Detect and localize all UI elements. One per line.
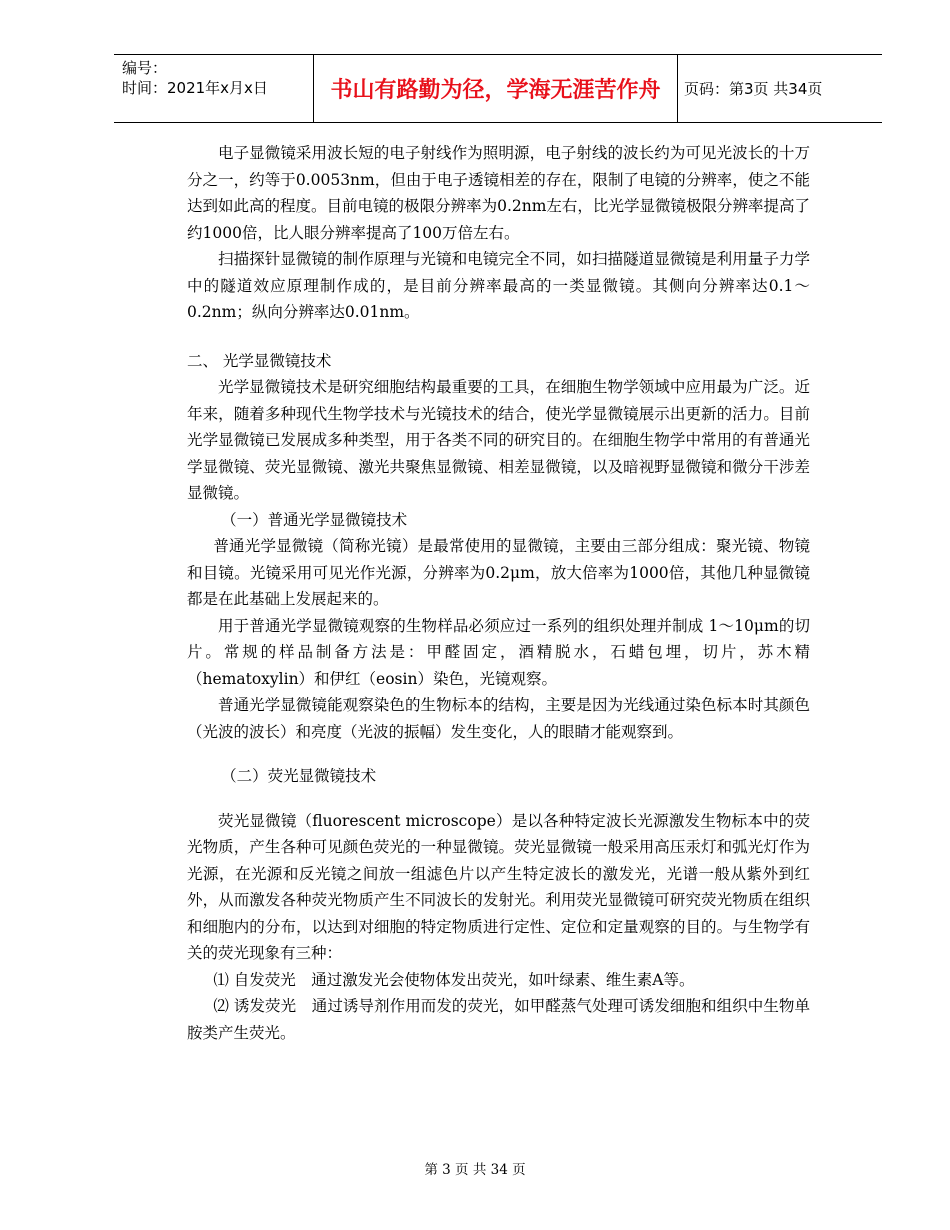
- document-time-label: 时间：2021年x月x日: [122, 79, 268, 97]
- page-header: [114, 54, 882, 123]
- paragraph-ordinary-microscope: 普通光学显微镜（简称光镜）是最常使用的显微镜，主要由三部分组成：聚光镜、物镜和目镜。光镜采用可见光作光源，分辨率为0.2μm，放大倍率为1000倍，其他几种显微镜都是在此基础上发展起来的。: [187, 537, 810, 608]
- section-heading-optical-microscopy: 二、 光学显微镜技术: [187, 351, 332, 370]
- paragraph-electron-microscope: 电子显微镜采用波长短的电子射线作为照明源，电子射线的波长约为可见光波长的十万分之一，约等于0.0053nm，但由于电子透镜相差的存在，限制了电镜的分辨率，使之不能达到如此高的程度。目前电镜的极限分辨率为0.2nm左右，比光学显微镜极限分辨率提高了约1000倍，比人眼分辨率提高了100万倍左右。: [187, 144, 810, 242]
- list-item-autofluorescence: ⑴ 自发荧光 通过激发光会使物体发出荧光，如叶绿素、维生素A等。: [213, 970, 695, 989]
- page-footer: 第 3 页 共 34 页: [424, 1162, 526, 1178]
- list-item-induced-fluorescence: ⑵ 诱发荧光 通过诱导剂作用而发的荧光，如甲醛蒸气处理可诱发细胞和组织中生物单胺类产生荧光。: [187, 997, 810, 1042]
- header-page-number: 页码：第3页 共34页: [684, 80, 823, 98]
- paragraph-sample-preparation: 用于普通光学显微镜观察的生物样品必须应过一系列的组织处理并制成 1～10μm的切片。常规的样品制备方法是：甲醛固定，酒精脱水，石蜡包埋，切片，苏木精（hematoxylin）和伊红（eosin）染色，光镜观察。: [187, 616, 810, 688]
- document-number-label: 编号：: [122, 59, 168, 77]
- paragraph-staining-observation: 普通光学显微镜能观察染色的生物标本的结构，主要是因为光线通过染色标本时其颜色（光波的波长）和亮度（光波的振幅）发生变化，人的眼睛才能观察到。: [187, 696, 810, 741]
- header-motto: 书山有路勤为径，学海无涯苦作舟: [314, 55, 678, 122]
- paragraph-scanning-probe: 扫描探针显微镜的制作原理与光镜和电镜完全不同，如扫描隧道显微镜是利用量子力学中的隧道效应原理制作成的，是目前分辨率最高的一类显微镜。其侧向分辨率达0.1～0.2nm；纵向分辨率达0.01nm。: [187, 250, 810, 321]
- subheading-ordinary-microscope: （一）普通光学显微镜技术: [221, 510, 408, 529]
- header-meta: [114, 55, 314, 122]
- document-body: [187, 140, 810, 1046]
- subheading-fluorescence-microscope: （二）荧光显微镜技术: [221, 767, 377, 785]
- paragraph-optical-intro: 光学显微镜技术是研究细胞结构最重要的工具，在细胞生物学领域中应用最为广泛。近年来，随着多种现代生物学技术与光镜技术的结合，使光学显微镜展示出更新的活力。目前光学显微镜已发展成多种类型，用于各类不同的研究目的。在细胞生物学中常用的有普通光学显微镜、荧光显微镜、激光共聚焦显微镜、相差显微镜，以及暗视野显微镜和微分干涉差显微镜。: [187, 378, 810, 502]
- paragraph-fluorescence-microscope: 荧光显微镜（fluorescent microscope）是以各种特定波长光源激发生物标本中的荧光物质，产生各种可见颜色荧光的一种显微镜。荧光显微镜一般采用高压汞灯和弧光灯作为光源，在光源和反光镜之间放一组滤色片以产生特定波长的激发光，光谱一般从紫外到红外，从而激发各种荧光物质产生不同波长的发射光。利用荧光显微镜可研究荧光物质在组织和细胞内的分布，以达到对细胞的特定物质进行定性、定位和定量观察的目的。与生物学有关的荧光现象有三种：: [187, 811, 810, 962]
